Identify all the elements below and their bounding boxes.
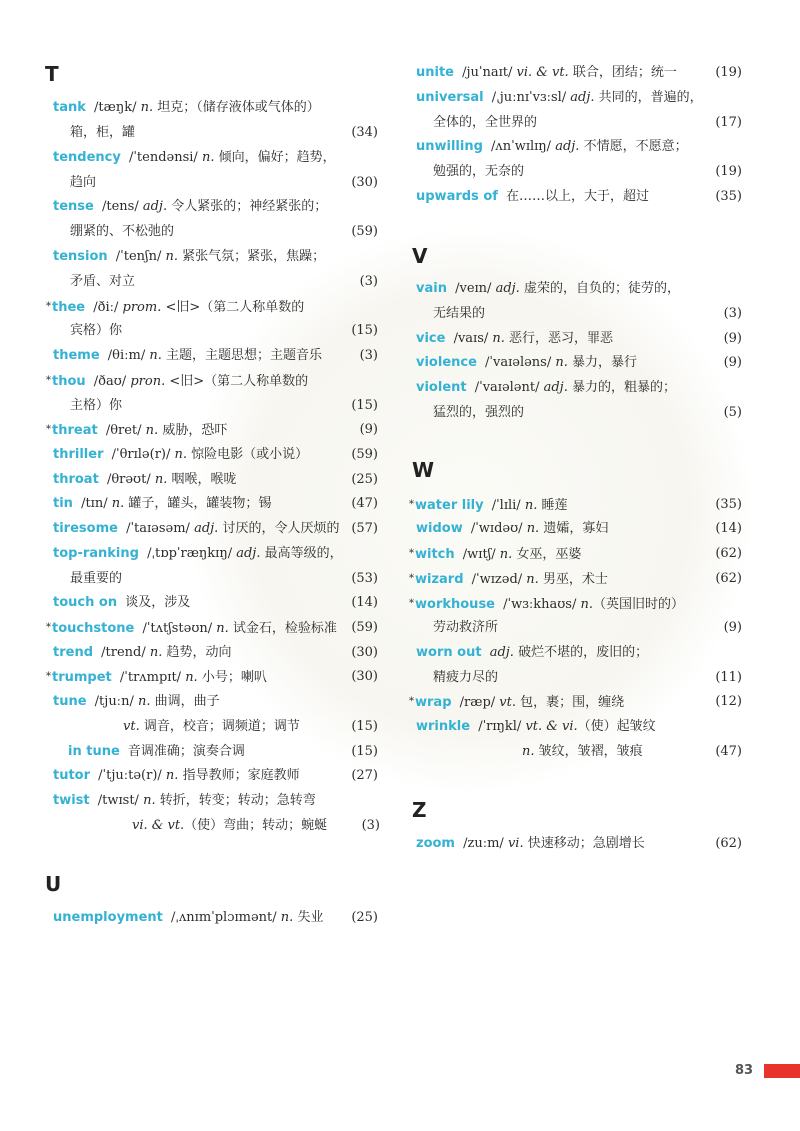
part-of-speech: n.	[526, 572, 539, 587]
phonetic: /wɪtʃ/	[458, 547, 500, 562]
definition: 紧张气氛；紧张，焦躁；	[177, 249, 326, 264]
phonetic: /ˈtaɪəsəm/	[121, 521, 195, 536]
headword: top-ranking	[53, 546, 139, 561]
entry-continuation	[433, 111, 537, 135]
unit-reference: (9)	[723, 355, 742, 370]
phonetic: /twɪst/	[93, 793, 144, 808]
part-of-speech: vi. & vt.	[516, 65, 569, 80]
part-of-speech: adj.	[570, 90, 595, 105]
phonetic: /ˈtenʃn/	[111, 249, 166, 264]
definition: 无结果的	[433, 306, 486, 321]
section-letter-t: T	[45, 62, 59, 86]
entry-theme	[53, 344, 322, 368]
phonetic: /juˈnaɪt/	[458, 65, 517, 80]
part-of-speech: n.	[216, 621, 229, 636]
part-of-speech: vt. & vi.	[525, 719, 578, 734]
unit-reference: (3)	[359, 348, 378, 363]
headword: unemployment	[53, 910, 163, 925]
entry-water-lily	[409, 493, 567, 517]
headword: touch on	[53, 595, 118, 610]
part-of-speech: n.	[165, 768, 179, 783]
section-letter-z: Z	[412, 798, 427, 822]
definition: 暴力，暴行	[567, 355, 638, 370]
definition: 主题，主题思想；主题音乐	[161, 348, 323, 363]
phonetic: /trend/	[97, 645, 150, 660]
entry-tension	[53, 245, 325, 269]
page-number-bar	[764, 1064, 800, 1078]
unit-reference: (47)	[715, 744, 742, 759]
phonetic: /θiːm/	[103, 348, 150, 363]
phonetic: /tjuːn/	[90, 694, 138, 709]
headword: upwards of	[416, 189, 498, 204]
entry-in-tune	[68, 740, 245, 764]
star-marker: *	[409, 548, 414, 559]
headword: witch	[415, 547, 455, 562]
entry-continuation	[433, 302, 485, 326]
entry-tiresome	[53, 517, 339, 541]
definition: 暴力的，粗暴的；	[567, 380, 676, 395]
unit-reference: (14)	[715, 521, 742, 536]
entry-continuation	[522, 740, 643, 764]
definition: 曲调，曲子	[150, 694, 220, 709]
definition: 共同的，普遍的，	[594, 90, 703, 105]
definition: 破烂不堪的，废旧的；	[513, 645, 649, 660]
entry-trumpet	[46, 665, 267, 689]
part-of-speech: n.	[149, 645, 163, 660]
entry-touch-on	[53, 591, 190, 615]
entry-witch	[409, 542, 581, 566]
headword: violence	[416, 355, 477, 370]
headword: theme	[53, 348, 100, 363]
headword: thee	[52, 300, 86, 315]
phonetic: /ˌjuːnɪˈvɜːsl/	[487, 90, 571, 105]
part-of-speech: pron.	[130, 374, 166, 389]
star-marker: *	[409, 573, 414, 584]
definition: 令人紧张的；神经紧张的；	[167, 199, 328, 214]
headword: tank	[53, 100, 86, 115]
unit-reference: (62)	[715, 546, 742, 561]
headword: trumpet	[52, 670, 112, 685]
star-marker: *	[409, 499, 414, 510]
phonetic: /ðiː/	[89, 300, 123, 315]
part-of-speech: adj.	[142, 199, 168, 214]
definition: （英国旧时的）	[592, 597, 684, 612]
part-of-speech: n.	[149, 348, 162, 363]
unit-reference: (9)	[723, 620, 742, 635]
phonetic: /ˈvaɪələnt/	[470, 380, 544, 395]
headword: twist	[53, 793, 90, 808]
unit-reference: (15)	[351, 398, 378, 413]
unit-reference: (17)	[715, 115, 742, 130]
entry-widow	[416, 517, 608, 541]
part-of-speech: n.	[185, 670, 198, 685]
entry-violence	[416, 351, 637, 375]
phonetic: /ˌtɒpˈræŋkɪŋ/	[142, 546, 237, 561]
star-marker: *	[409, 598, 414, 609]
definition: 最高等级的，	[260, 546, 343, 561]
part-of-speech: adj.	[495, 281, 520, 296]
part-of-speech: vi.	[507, 836, 524, 851]
definition: 男巫，术士	[538, 572, 608, 587]
headword: wrinkle	[416, 719, 471, 734]
headword: violent	[416, 380, 467, 395]
star-marker: *	[46, 301, 51, 312]
unit-reference: (11)	[715, 670, 742, 685]
unit-reference: (57)	[351, 521, 378, 536]
definition: 猛烈的，强烈的	[433, 405, 525, 420]
phonetic: /ˈtendənsi/	[124, 150, 202, 165]
definition: 转折，转变；转动；急转弯	[155, 793, 316, 808]
entry-continuation	[433, 401, 524, 425]
part-of-speech: vt.	[123, 719, 140, 734]
unit-reference: (59)	[351, 620, 378, 635]
definition: 勉强的，无奈的	[433, 164, 525, 179]
definition: <旧>（第二人称单数的	[165, 374, 309, 389]
entry-universal	[416, 86, 703, 110]
definition: 女巫，巫婆	[512, 547, 582, 562]
definition: 劳动救济所	[433, 620, 499, 635]
definition: 睡莲	[537, 498, 568, 513]
definition: 趋向	[70, 175, 97, 190]
unit-reference: (3)	[359, 274, 378, 289]
phonetic: /zuːm/	[458, 836, 508, 851]
unit-reference: (15)	[351, 744, 378, 759]
part-of-speech: n.	[499, 547, 513, 562]
entry-throat	[53, 468, 237, 492]
definition: 试金石，检验标准	[228, 621, 337, 636]
part-of-speech: n.	[165, 249, 178, 264]
phonetic: /ʌnˈwɪlɪŋ/	[486, 139, 556, 154]
unit-reference: (62)	[715, 571, 742, 586]
phonetic: /vaɪs/	[449, 331, 493, 346]
headword: vain	[416, 281, 447, 296]
entry-vain	[416, 277, 680, 301]
definition: 坦克；（储存液体或气体的）	[153, 100, 320, 115]
unit-reference: (30)	[351, 175, 378, 190]
entry-zoom	[416, 832, 645, 856]
definition: 全体的，全世界的	[433, 115, 538, 130]
part-of-speech: n.	[111, 496, 125, 511]
headword: trend	[53, 645, 94, 660]
headword: tension	[53, 249, 108, 264]
section-letter-v: V	[412, 244, 428, 268]
star-marker: *	[46, 622, 51, 633]
entry-continuation	[70, 567, 122, 591]
entry-tense	[53, 195, 327, 219]
definition: 快速移动；急剧增长	[523, 836, 645, 851]
part-of-speech: n.	[174, 447, 188, 462]
part-of-speech: adj.	[555, 139, 580, 154]
phonetic: /ˈtjuːtə(r)/	[94, 768, 166, 783]
entry-violent	[416, 376, 676, 400]
headword: vice	[416, 331, 446, 346]
unit-reference: (9)	[359, 422, 378, 437]
entry-touchstone	[46, 616, 337, 640]
entry-wrinkle	[416, 715, 656, 739]
entry-unite	[416, 61, 677, 85]
part-of-speech: n.	[140, 100, 154, 115]
part-of-speech: n.	[145, 423, 159, 438]
unit-reference: (62)	[715, 836, 742, 851]
part-of-speech: n.	[280, 910, 294, 925]
unit-reference: (19)	[715, 65, 742, 80]
definition: 遗孀，寡妇	[539, 521, 609, 536]
star-marker: *	[46, 671, 51, 682]
definition: 谈及，涉及	[121, 595, 191, 610]
unit-reference: (35)	[715, 497, 742, 512]
definition: 在……以上，大于，超过	[501, 189, 650, 204]
definition: （使）起皱纹	[577, 719, 656, 734]
headword: unite	[416, 65, 454, 80]
definition: 小号；喇叭	[197, 670, 267, 685]
phonetic: /ˈvaɪələns/	[480, 355, 556, 370]
entry-thee	[46, 295, 304, 319]
phonetic: /ˈwɜːkhaʊs/	[499, 597, 581, 612]
entry-tune	[53, 690, 220, 714]
unit-reference: (25)	[351, 910, 378, 925]
definition: 威胁，恐吓	[158, 423, 228, 438]
unit-reference: (15)	[351, 323, 378, 338]
unit-reference: (3)	[723, 306, 742, 321]
definition: 倾向，偏好；趋势，	[214, 150, 336, 165]
definition: <旧>（第二人称单数的	[161, 300, 305, 315]
entry-threat	[46, 418, 227, 442]
entry-workhouse	[409, 592, 684, 616]
definition: 指导教师；家庭教师	[178, 768, 300, 783]
headword: universal	[416, 90, 484, 105]
star-marker: *	[46, 424, 51, 435]
part-of-speech: n.	[201, 150, 215, 165]
phonetic: /tɪn/	[76, 496, 112, 511]
part-of-speech: n.	[524, 498, 538, 513]
part-of-speech: n.	[143, 793, 156, 808]
entry-thou	[46, 369, 308, 393]
unit-reference: (30)	[351, 669, 378, 684]
unit-reference: (12)	[715, 694, 742, 709]
headword: water lily	[415, 498, 484, 513]
entry-continuation	[433, 160, 524, 184]
unit-reference: (3)	[361, 818, 380, 833]
headword: wrap	[415, 695, 452, 710]
entry-tutor	[53, 764, 300, 788]
headword: tutor	[53, 768, 91, 783]
headword: thriller	[53, 447, 104, 462]
entry-continuation	[70, 220, 174, 244]
unit-reference: (15)	[351, 719, 378, 734]
headword: tiresome	[53, 521, 118, 536]
definition: 趋势，动向	[162, 645, 232, 660]
unit-reference: (59)	[351, 224, 378, 239]
page-number: 83	[735, 1063, 754, 1078]
entry-tin	[53, 492, 271, 516]
unit-reference: (14)	[351, 595, 378, 610]
headword: zoom	[416, 836, 455, 851]
headword: throat	[53, 472, 99, 487]
entry-continuation	[70, 171, 96, 195]
entry-continuation	[70, 394, 122, 418]
entry-unwilling	[416, 135, 688, 159]
part-of-speech: n.	[580, 597, 593, 612]
phonetic: /veɪn/	[450, 281, 496, 296]
part-of-speech: n.	[522, 744, 535, 759]
phonetic: /ˈtrʌmpɪt/	[115, 670, 186, 685]
headword: tune	[53, 694, 87, 709]
definition: 讨厌的，令人厌烦的	[218, 521, 340, 536]
definition: 矛盾、对立	[70, 274, 136, 289]
entry-continuation	[70, 319, 122, 343]
definition: 失业	[293, 910, 324, 925]
definition: 箱，柜，罐	[70, 125, 136, 140]
definition: 皱纹，皱褶，皱痕	[534, 744, 643, 759]
headword: in tune	[68, 744, 120, 759]
definition: 惊险电影（或小说）	[187, 447, 309, 462]
headword: tense	[53, 199, 94, 214]
phonetic: /θret/	[101, 423, 146, 438]
entry-upwards-of	[416, 185, 649, 209]
headword: worn out	[416, 645, 482, 660]
entry-top-ranking	[53, 542, 343, 566]
headword: thou	[52, 374, 86, 389]
unit-reference: (53)	[351, 571, 378, 586]
headword: tin	[53, 496, 73, 511]
star-marker: *	[409, 696, 414, 707]
unit-reference: (30)	[351, 645, 378, 660]
unit-reference: (25)	[351, 472, 378, 487]
part-of-speech: vi. & vt.	[132, 818, 185, 833]
phonetic: /ˈrɪŋkl/	[474, 719, 526, 734]
definition: 不情愿，不愿意；	[579, 139, 688, 154]
entry-thriller	[53, 443, 308, 467]
definition: 罐子，罐头，罐装物；锡	[124, 496, 272, 511]
part-of-speech: adj.	[543, 380, 568, 395]
phonetic: /ræp/	[455, 695, 500, 710]
definition: 音调准确；演奏合调	[123, 744, 245, 759]
phonetic: /ˈθrɪlə(r)/	[107, 447, 175, 462]
phonetic: /ˈtʌtʃstəʊn/	[138, 621, 217, 636]
definition: 联合，团结；统一	[568, 65, 677, 80]
unit-reference: (35)	[715, 189, 742, 204]
headword: wizard	[415, 572, 464, 587]
headword: unwilling	[416, 139, 483, 154]
definition: 恶行，恶习，罪恶	[504, 331, 614, 346]
headword: widow	[416, 521, 463, 536]
part-of-speech: adj.	[236, 546, 261, 561]
entry-tendency	[53, 146, 336, 170]
definition: 包，裹；围，缠绕	[515, 695, 625, 710]
entry-twist	[53, 789, 316, 813]
headword: tendency	[53, 150, 121, 165]
headword: workhouse	[415, 597, 495, 612]
unit-reference: (5)	[723, 405, 742, 420]
phonetic: /θrəʊt/	[102, 472, 155, 487]
section-letter-u: U	[45, 872, 62, 896]
part-of-speech: n.	[526, 521, 540, 536]
unit-reference: (19)	[715, 164, 742, 179]
entry-worn-out	[416, 641, 648, 665]
definition: 主格）你	[70, 398, 123, 413]
headword: threat	[52, 423, 98, 438]
entry-continuation	[70, 270, 135, 294]
entry-trend	[53, 641, 232, 665]
part-of-speech: n.	[154, 472, 168, 487]
definition: 精疲力尽的	[433, 670, 499, 685]
unit-reference: (27)	[351, 768, 378, 783]
part-of-speech: n.	[492, 331, 505, 346]
entry-unemployment	[53, 906, 323, 930]
headword: touchstone	[52, 621, 135, 636]
definition: （使）弯曲；转动；蜿蜒	[184, 818, 328, 833]
entry-continuation	[132, 814, 327, 838]
entry-wrap	[409, 690, 624, 714]
unit-reference: (47)	[351, 496, 378, 511]
phonetic: /ˌʌnɪmˈplɔɪmənt/	[166, 910, 281, 925]
entry-continuation	[70, 121, 135, 145]
unit-reference: (59)	[351, 447, 378, 462]
unit-reference: (9)	[723, 331, 742, 346]
definition: 咽喉，喉咙	[167, 472, 237, 487]
star-marker: *	[46, 375, 51, 386]
phonetic: /tæŋk/	[89, 100, 141, 115]
part-of-speech: vt.	[499, 695, 516, 710]
definition: 绷紧的、不松弛的	[70, 224, 175, 239]
entry-continuation	[123, 715, 300, 739]
section-letter-w: W	[412, 458, 435, 482]
definition: 最重要的	[70, 571, 123, 586]
definition: 调音，校音；调频道；调节	[139, 719, 300, 734]
phonetic: /ˈwɪdəʊ/	[466, 521, 527, 536]
entry-wizard	[409, 567, 608, 591]
unit-reference: (34)	[351, 125, 378, 140]
entry-tank	[53, 96, 320, 120]
phonetic: /ˈwɪzəd/	[467, 572, 527, 587]
definition: 宾格）你	[70, 323, 123, 338]
entry-continuation	[433, 616, 498, 640]
phonetic: /ˈlɪli/	[487, 498, 525, 513]
part-of-speech: n.	[137, 694, 151, 709]
entry-vice	[416, 327, 613, 351]
definition: 虚荣的，自负的；徒劳的，	[519, 281, 680, 296]
part-of-speech: prom.	[122, 300, 162, 315]
entry-continuation	[433, 666, 498, 690]
phonetic: /ðaʊ/	[89, 374, 131, 389]
phonetic: /tens/	[97, 199, 143, 214]
part-of-speech: n.	[555, 355, 568, 370]
part-of-speech: adj.	[194, 521, 219, 536]
part-of-speech: adj.	[489, 645, 514, 660]
